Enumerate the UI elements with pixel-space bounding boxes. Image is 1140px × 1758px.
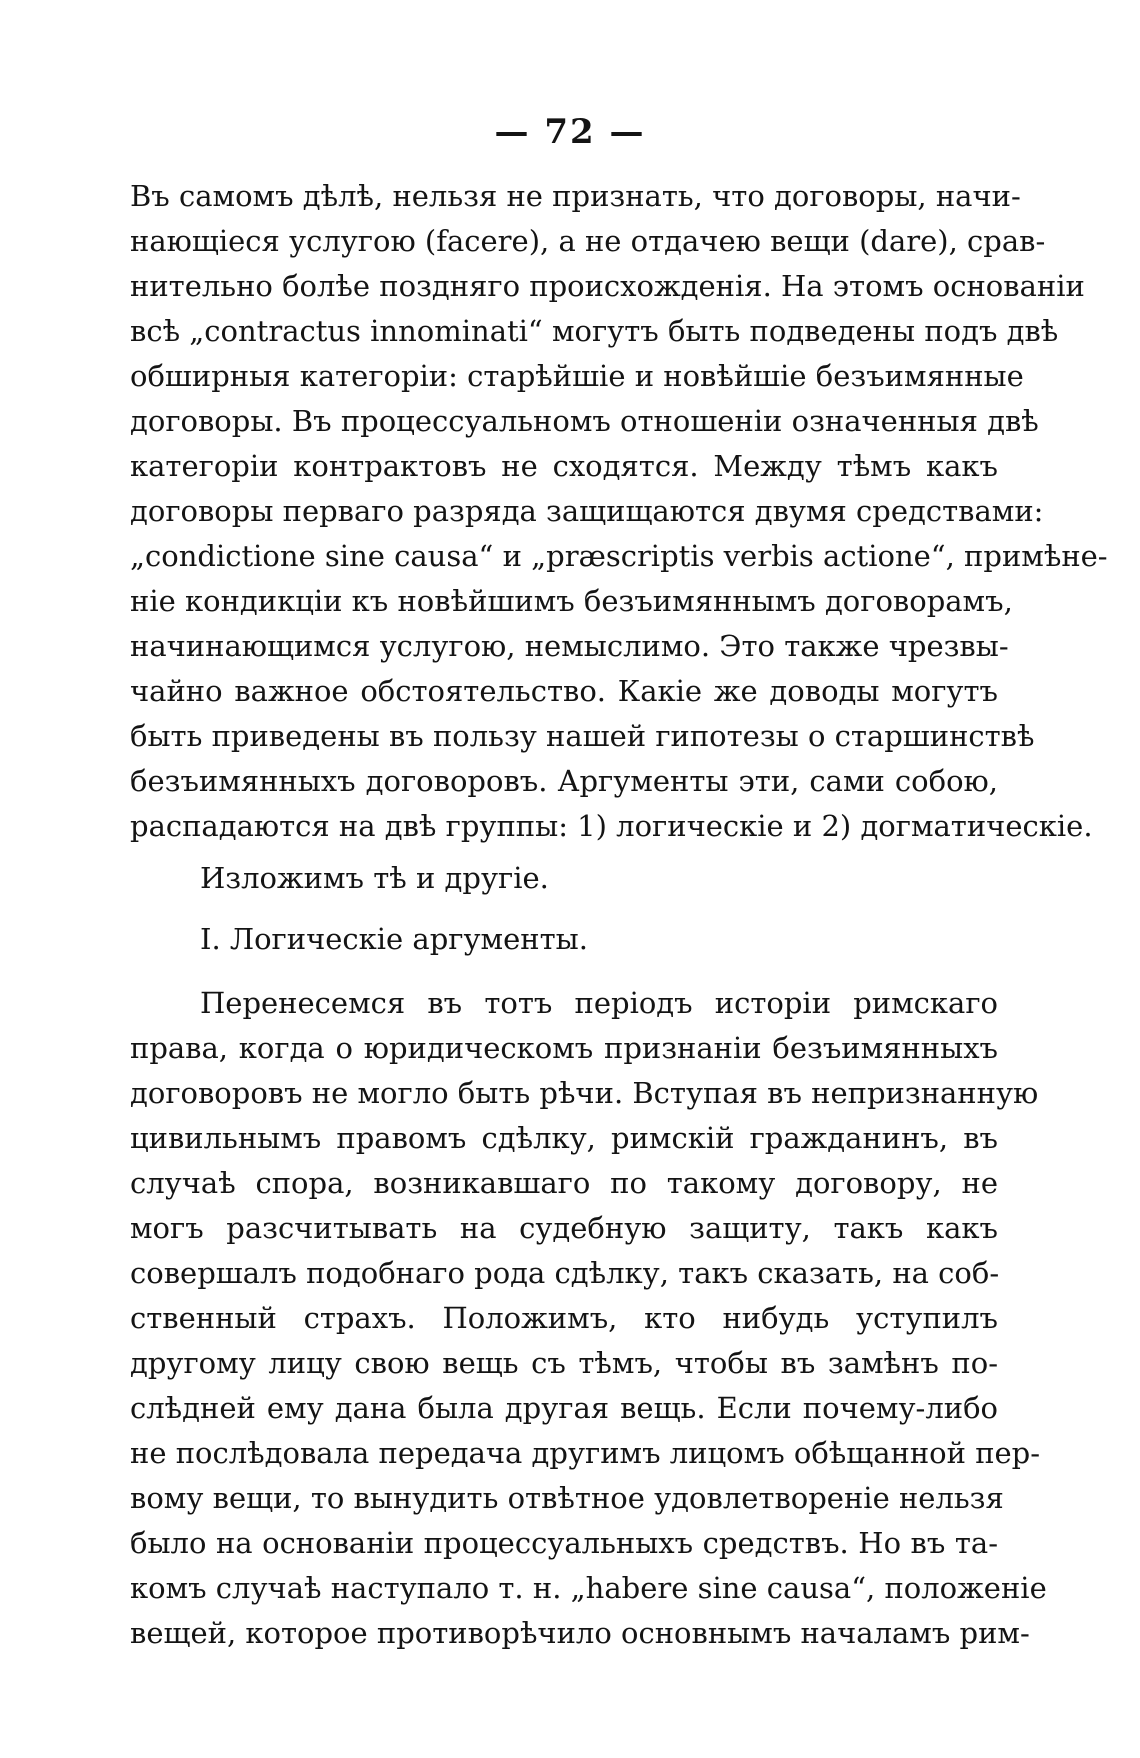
text-line: всѣ „contractus innominati“ могутъ быть подведены подъ двѣ [130, 314, 1059, 348]
text-line: нительно болѣе поздняго происхожденія. На этомъ основаніи [130, 269, 1085, 303]
text-line: категоріи контрактовъ не сходятся. Между тѣмъ какъ [130, 449, 998, 483]
paragraph-2 [130, 981, 1047, 1656]
text-line: договоры. Въ процессуальномъ отношеніи означенныя двѣ [130, 404, 1039, 438]
text-line: могъ разсчитывать на судебную защиту, такъ какъ [130, 1211, 998, 1245]
text-line: нающіеся услугою (facere), а не отдачею вещи (dare), срав- [130, 224, 1046, 258]
text-line: быть приведены въ пользу нашей гипотезы о старшинствѣ [130, 719, 1035, 753]
text-line: безъимянныхъ договоровъ. Аргументы эти, сами собою, [130, 764, 998, 798]
text-line: начинающимся услугою, немыслимо. Это также чрезвы- [130, 629, 1009, 663]
text-line: было на основаніи процессуальныхъ средствъ. Но въ та- [130, 1526, 998, 1560]
text-line: ніе кондикціи къ новѣйшимъ безъимяннымъ договорамъ, [130, 584, 1013, 618]
text-line: не послѣдовала передача другимъ лицомъ обѣщанной пер- [130, 1436, 1041, 1470]
text-line: цивильнымъ правомъ сдѣлку, римскій гражданинъ, въ [130, 1121, 998, 1155]
text-line: договоры перваго разряда защищаются двумя средствами: [130, 494, 1044, 528]
text-line: случаѣ спора, возникавшаго по такому договору, не [130, 1166, 998, 1200]
text-line: „condictione sine causa“ и „præscriptis verbis actione“, примѣне- [130, 539, 1108, 573]
text-line: совершалъ подобнаго рода сдѣлку, такъ сказать, на соб- [130, 1256, 1000, 1290]
text-line: вому вещи, то вынудить отвѣтное удовлетвореніе нельзя [130, 1481, 1004, 1515]
text-line: комъ случаѣ наступало т. н. „habere sine causa“, положеніе [130, 1571, 1047, 1605]
paragraph-1 [130, 174, 1108, 849]
text-line: договоровъ не могло быть рѣчи. Вступая въ непризнанную [130, 1076, 1039, 1110]
text-line: чайно важное обстоятельство. Какіе же доводы могутъ [130, 674, 998, 708]
text-line: распадаются на двѣ группы: 1) логическіе и 2) догматическіе. [130, 809, 1093, 843]
section-intro: Изложимъ тѣ и другіе. [200, 861, 549, 895]
text-line: Перенесемся въ тотъ періодъ исторіи римскаго [200, 986, 998, 1020]
text-line: слѣдней ему дана была другая вещь. Если почему-либо [130, 1391, 998, 1425]
text-line: вещей, которое противорѣчило основнымъ началамъ рим- [130, 1616, 1030, 1650]
text-line: другому лицу свою вещь съ тѣмъ, чтобы въ замѣнъ по- [130, 1346, 998, 1380]
section-heading: I. Логическіе аргументы. [200, 922, 588, 956]
page-number: — 72 — [494, 112, 646, 152]
text-line: обширныя категоріи: старѣйшіе и новѣйшіе безъимянные [130, 359, 1024, 393]
text-line: Въ самомъ дѣлѣ, нельзя не признать, что договоры, начи- [130, 179, 1021, 213]
text-line: права, когда о юридическомъ признаніи безъимянныхъ [130, 1031, 998, 1065]
text-line: ственный страхъ. Положимъ, кто нибудь уступилъ [130, 1301, 998, 1335]
